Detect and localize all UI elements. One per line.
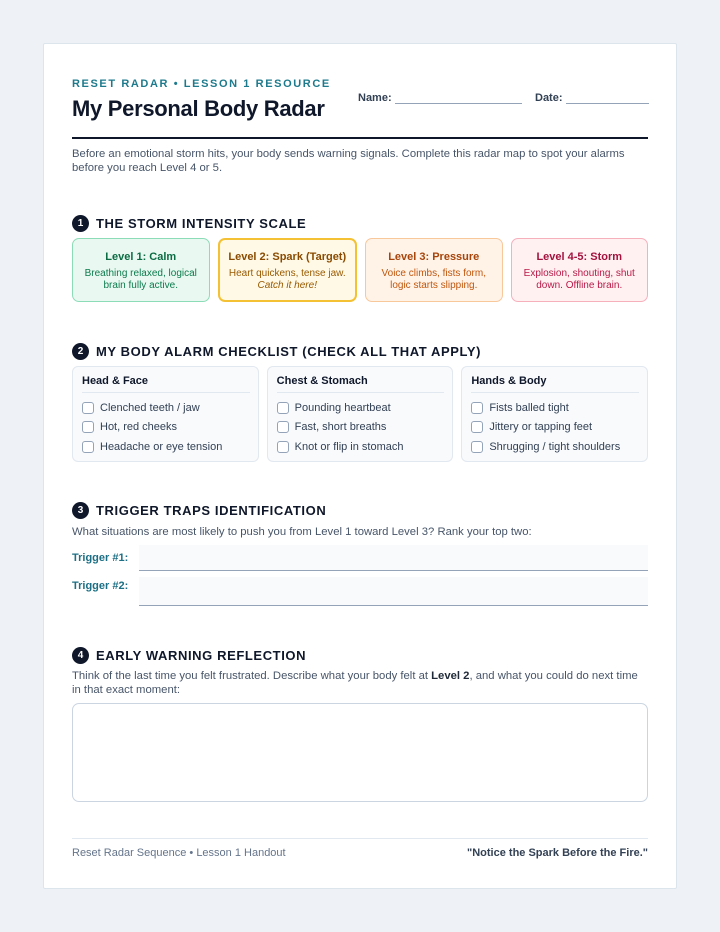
- trigger-2-input[interactable]: [139, 577, 648, 606]
- level-title: Level 4-5: Storm: [536, 251, 623, 263]
- section-3-title: TRIGGER TRAPS IDENTIFICATION: [96, 503, 327, 518]
- checklist-item-label: Fast, short breaths: [294, 421, 387, 434]
- level-card-spark: [218, 238, 358, 302]
- level-description: Voice climbs, fists form, logic starts slipping.: [381, 268, 486, 291]
- checklist-item-label: Hot, red cheeks: [100, 421, 178, 434]
- reflection-prompt-start: Think of the last time you felt frustrated. Describe what your body felt at: [72, 670, 432, 682]
- reflection-prompt-end: , and what you could do next time in that exact moment:: [72, 670, 638, 696]
- checklist-item-label: Jittery or tapping feet: [489, 421, 593, 434]
- intensity-scale: [72, 238, 648, 302]
- level-description: Explosion, shouting, shut down. Offline brain.: [523, 268, 635, 291]
- level-card-calm: [72, 238, 210, 302]
- checklist-item[interactable]: [471, 418, 639, 438]
- footer-left: Reset Radar Sequence • Lesson 1 Handout: [72, 847, 286, 859]
- section-2-number: 2: [72, 343, 89, 360]
- footer-divider: [72, 838, 648, 839]
- checkbox[interactable]: [277, 441, 289, 453]
- checklist-item[interactable]: [471, 398, 639, 418]
- checklist-item[interactable]: [277, 398, 445, 418]
- checklist-group-head: [72, 366, 259, 462]
- checklist-group-hands: [461, 366, 648, 462]
- level-title: Level 3: Pressure: [388, 251, 480, 263]
- section-4-title: EARLY WARNING REFLECTION: [96, 648, 307, 663]
- checklist-group-chest: [267, 366, 454, 462]
- level-card-storm: [511, 238, 649, 302]
- checklist-item-label: Clenched teeth / jaw: [100, 401, 200, 414]
- worksheet-page: [43, 43, 677, 889]
- checklist-item[interactable]: [277, 418, 445, 438]
- section-3-number: 3: [72, 502, 89, 519]
- name-label: Name:: [358, 92, 392, 104]
- reflection-prompt-bold: Level 2: [431, 670, 470, 682]
- trigger-1-input[interactable]: [139, 545, 648, 571]
- checkbox[interactable]: [471, 441, 483, 453]
- name-field[interactable]: [358, 92, 522, 104]
- checklist-item-label: Fists balled tight: [489, 401, 569, 414]
- checkbox[interactable]: [277, 421, 289, 433]
- trigger-2-label: Trigger #2:: [72, 580, 129, 592]
- checklist-item-label: Headache or eye tension: [100, 440, 223, 453]
- lesson-kicker: RESET RADAR • LESSON 1 RESOURCE: [72, 78, 331, 90]
- section-4-heading: [72, 647, 306, 664]
- trigger-prompt: What situations are most likely to push you from Level 1 toward Level 3? Rank your top two:: [72, 526, 532, 538]
- level-card-pressure: [365, 238, 503, 302]
- trigger-1-label: Trigger #1:: [72, 552, 129, 564]
- checklist-item[interactable]: [82, 418, 250, 438]
- body-alarm-checklist: [72, 366, 648, 462]
- checklist-item[interactable]: [82, 437, 250, 457]
- checklist-item[interactable]: [471, 437, 639, 457]
- level-title: Level 2: Spark (Target): [228, 251, 347, 263]
- level-description: Breathing relaxed, logical brain fully active.: [84, 268, 197, 291]
- section-3-heading: [72, 502, 326, 519]
- worksheet-content: [72, 44, 648, 888]
- level-emphasis: Catch it here!: [257, 280, 317, 291]
- checkbox[interactable]: [82, 441, 94, 453]
- section-2-heading: [72, 343, 481, 360]
- trigger-1-row: [72, 545, 648, 571]
- section-1-number: 1: [72, 215, 89, 232]
- checkbox[interactable]: [82, 402, 94, 414]
- header-divider: [72, 137, 648, 139]
- footer-quote: "Notice the Spark Before the Fire.": [467, 847, 648, 859]
- date-label: Date:: [535, 92, 563, 104]
- reflection-answer-box[interactable]: [72, 703, 648, 802]
- date-field[interactable]: [535, 92, 649, 104]
- level-description-text: Heart quickens, tense jaw.: [228, 268, 346, 279]
- section-2-title: MY BODY ALARM CHECKLIST (CHECK ALL THAT APPLY): [96, 344, 482, 359]
- checklist-group-title: Chest & Stomach: [277, 375, 445, 393]
- checklist-item-label: Pounding heartbeat: [294, 401, 391, 414]
- date-line[interactable]: [566, 94, 649, 104]
- checkbox[interactable]: [471, 421, 483, 433]
- checklist-item[interactable]: [277, 437, 445, 457]
- page-title: My Personal Body Radar: [72, 96, 325, 121]
- reflection-prompt: [72, 669, 648, 697]
- checkbox[interactable]: [471, 402, 483, 414]
- level-title: Level 1: Calm: [105, 251, 177, 263]
- intro-text: Before an emotional storm hits, your body sends warning signals. Complete this radar map to spot your alarms before you reach Level 4 or 5.: [72, 148, 625, 174]
- section-4-number: 4: [72, 647, 89, 664]
- section-1-title: THE STORM INTENSITY SCALE: [96, 216, 307, 231]
- checkbox[interactable]: [277, 402, 289, 414]
- section-1-heading: [72, 215, 306, 232]
- checklist-item[interactable]: [82, 398, 250, 418]
- checklist-group-title: Head & Face: [82, 375, 250, 393]
- name-line[interactable]: [395, 94, 522, 104]
- checklist-item-label: Knot or flip in stomach: [294, 440, 404, 453]
- checklist-group-title: Hands & Body: [471, 375, 639, 393]
- level-description: [220, 268, 356, 292]
- trigger-2-row: [72, 577, 648, 606]
- checklist-item-label: Shrugging / tight shoulders: [489, 440, 621, 453]
- checkbox[interactable]: [82, 421, 94, 433]
